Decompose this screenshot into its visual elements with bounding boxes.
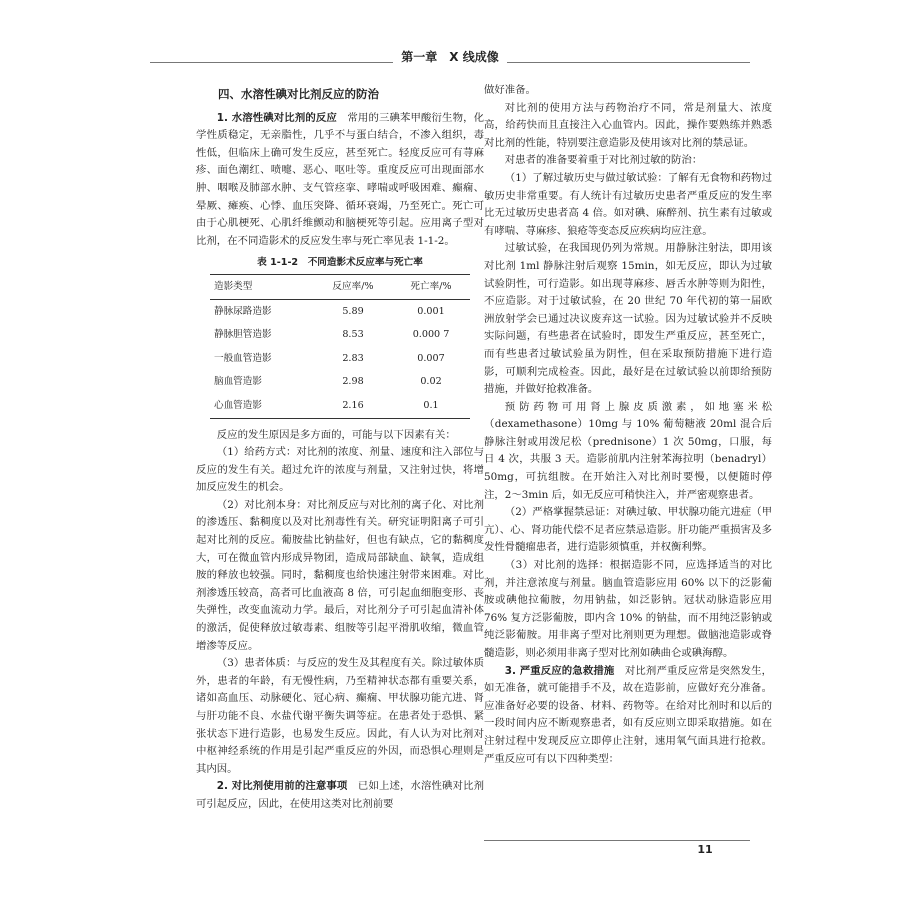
table-cell: 0.001 [417,305,445,317]
column-header: 死亡率/% [410,280,452,292]
subheading-reaction: 1. 水溶性碘对比剂的反应 [216,111,337,124]
table-cell: 一般血管造影 [214,352,272,364]
paragraph-agent-itself: （2）对比剂本身：对比剂反应与对比剂的离子化、对比剂的渗透压、黏稠度以及对比剂毒性有关。研究证明阳离子可引起对比剂的反应。葡胺盐比钠盐好，但也有缺点，它的黏稠度大，可在微血管内形成异物团，造成局部缺血、缺氧，造成组胺的释放也较强。同时，黏稠度也给快速注射带来困难。对比剂渗透压较高，高者可比血液高 8 倍，可引起血细胞变形、丧失弹性，改变血流动力学。最后，对比剂分子可引起血清补体的激活，促使释放过敏毒素、组胺等引起平滑肌收缩，微血管增渗等反应。 [196,498,484,652]
table-cell: 5.89 [342,305,364,317]
paragraph-body: 已如上述，水溶性碘对比剂可引起反应，因此，在使用这类对比剂前要 [196,780,484,810]
paragraph-agent-selection: （3）对比剂的选择：根据造影不同，应选择适当的对比剂，并注意浓度与剂量。脑血管造影应用 60% 以下的泛影葡胺或碘他拉葡胺，勿用钠盐，如泛影钠。冠状动脉造影应用 76% 复方泛影葡胺，即内含 10% 的钠盐，而不用纯泛影钠或纯泛影葡胺。用非离子型对比剂则更为理想。做脑池造影或脊髓造影，则必须用非离子型对比剂如碘曲仑或碘海醇。 [484,559,772,659]
table-row [210,394,470,418]
paragraph-contrast-reaction [196,110,484,251]
right-column [484,82,772,768]
paragraph-patient-constitution: （3）患者体质：与反应的发生及其程度有关。除过敏体质外，患者的年龄，有无慢性病，乃至精神状态都有重要关系，诸如高血压、动脉硬化、冠心病、癫痫、甲状腺功能亢进、肾与肝功能不良、水盐代谢平衡失调等症。在患者处于恐惧、紧张状态下进行造影，也易发生反应。因此，有人认为对比剂对中枢神经系统的作用是引起严重反应的外因，而恐惧心理则是其内因。 [196,657,484,775]
paragraph-causes: 反应的发生原因是多方面的，可能与以下因素有关： [216,428,456,441]
paragraph-patient-prep: 对患者的准备要着重于对比剂过敏的防治： [504,154,703,167]
section-title: 四、水溶性碘对比剂反应的防治 [218,87,379,101]
chapter-title: 第一章 X 线成像 [150,48,750,65]
footer-rule [484,840,750,841]
table-cell: 静脉尿路造影 [214,305,272,317]
paragraph-emergency [484,663,772,769]
table-cell: 0.02 [420,376,442,388]
paragraph-allergy-test: 过敏试验，在我国现仍列为常规。用静脉注射法，即用该对比剂 1ml 静脉注射后观察 15min，如无反应，即认为过敏试验阴性，可行造影。如出现荨麻疹、唇舌水肿等则为阳性，不应造影。对于过敏试验，在 20 世纪 70 年代初的第一届欧洲放射学会已通过决议废弃这一试验。因为过敏试验并不反映实际问题，有些患者在试验时，即发生严重反应，甚至死亡，而有些患者过敏试验虽为阴性，但在采取预防措施下进行造影，可顺利完成检查。因此，最好是在过敏试验以前即给预防措施，并做好抢救准备。 [484,242,772,396]
table-cell: 0.1 [423,399,439,411]
paragraph-admin-route: （1）给药方式：对比剂的浓度、剂量、速度和注入部位与反应的发生有关。超过允许的浓度与剂量，又注射过快，将增加反应发生的机会。 [196,446,484,494]
paragraph-body: 对比剂严重反应常是突然发生，如无准备，就可能措手不及，故在造影前，应做好充分准备。应准备好必要的设备、材料、药物等。在给对比剂时和以后的一段时间内应不断观察患者，如有反应则立即采取措施。如在注射过程中发现反应立即停止注射，速用氧气面具进行抢救。严重反应可有以下四种类型： [484,664,773,765]
table-cell: 静脉胆管造影 [214,329,272,341]
table-cell: 心血管造影 [214,399,262,411]
paragraph-prevention-drugs: 预防药物可用肾上腺皮质激素，如地塞米松（dexamethasone）10mg 与 10% 葡萄糖液 20ml 混合后静脉注射或用泼尼松（prednisone）1 次 50mg，口服，每日 4 次，共服 3 天。造影前肌内注射苯海拉明（benadryl）50mg，可抗组胺。在开始注入对比剂时要慢，以便随时停注，2～3min 后，如无反应可稍快注入，并严密观察患者。 [484,400,772,501]
left-column [196,82,484,814]
table-cell: 2.83 [342,352,364,364]
column-header: 造影类型 [214,280,253,292]
table-cell: 8.53 [342,329,364,341]
page-number: 11 [697,843,713,856]
table-cell: 2.16 [342,399,364,411]
paragraph-usage: 对比剂的使用方法与药物治疗不同，常是剂量大、浓度高，给药快而且直接注入心血管内。因此，操作要熟练并熟悉对比剂的性能，特别要注意造影及使用该对比剂的禁忌证。 [484,101,772,149]
paragraph-continuation: 做好准备。 [484,84,536,96]
column-header: 反应率/% [332,280,374,292]
running-header [150,48,750,70]
paragraph-contraindications: （2）严格掌握禁忌证：对碘过敏、甲状腺功能亢进症（甲亢）、心、肾功能代偿不足者应禁忌造影。肝功能严重损害及多发性骨髓瘤患者，进行造影须慎重，并权衡利弊。 [484,506,772,554]
table-cell: 0.007 [417,352,445,364]
paragraph-body: 常用的三碘苯甲酸衍生物，化学性质稳定，无亲脂性，几乎不与蛋白结合，不渗入组织，毒性低，但临床上确可发生反应，甚至死亡。轻度反应可有荨麻疹、面色潮红、喷嚏、恶心、呕吐等。重度反应可出现面部水肿、咽喉及肺部水肿、支气管痉挛、哮喘或呼吸困难、癫痫、晕厥、瘫痪、心悸、血压突降、循环衰竭，乃至死亡。死亡可由于心肌梗死、心肌纤维颤动和脑梗死等引起。应用离子型对比剂，在不同造影术的反应发生率与死亡率见表 1-1-2。 [196,111,484,247]
table-row [210,323,470,347]
table-row [210,370,470,394]
paragraph-precautions [196,778,484,813]
table-cell: 0.000 7 [412,329,450,341]
subheading-precautions: 2. 对比剂使用前的注意事项 [216,780,348,793]
table-cell: 2.98 [342,376,364,388]
table-row [210,347,470,371]
table-cell: 脑血管造影 [214,376,262,388]
table-header-row [210,274,470,299]
paragraph-allergy-history: （1）了解过敏历史与做过敏试验：了解有无食物和药物过敏历史非常重要。有人统计有过敏历史患者严重反应的发生率比无过敏历史患者高 4 倍。如对碘、麻醉剂、抗生素有过敏或有哮喘、荨麻疹、狼疮等变态反应疾病均应注意。 [484,171,772,237]
reaction-rate-table [210,274,470,419]
table-row [210,299,470,323]
table-caption: 表 1-1-2 不同造影术反应率与死亡率 [257,257,423,269]
subheading-emergency: 3. 严重反应的急救措施 [504,664,615,677]
